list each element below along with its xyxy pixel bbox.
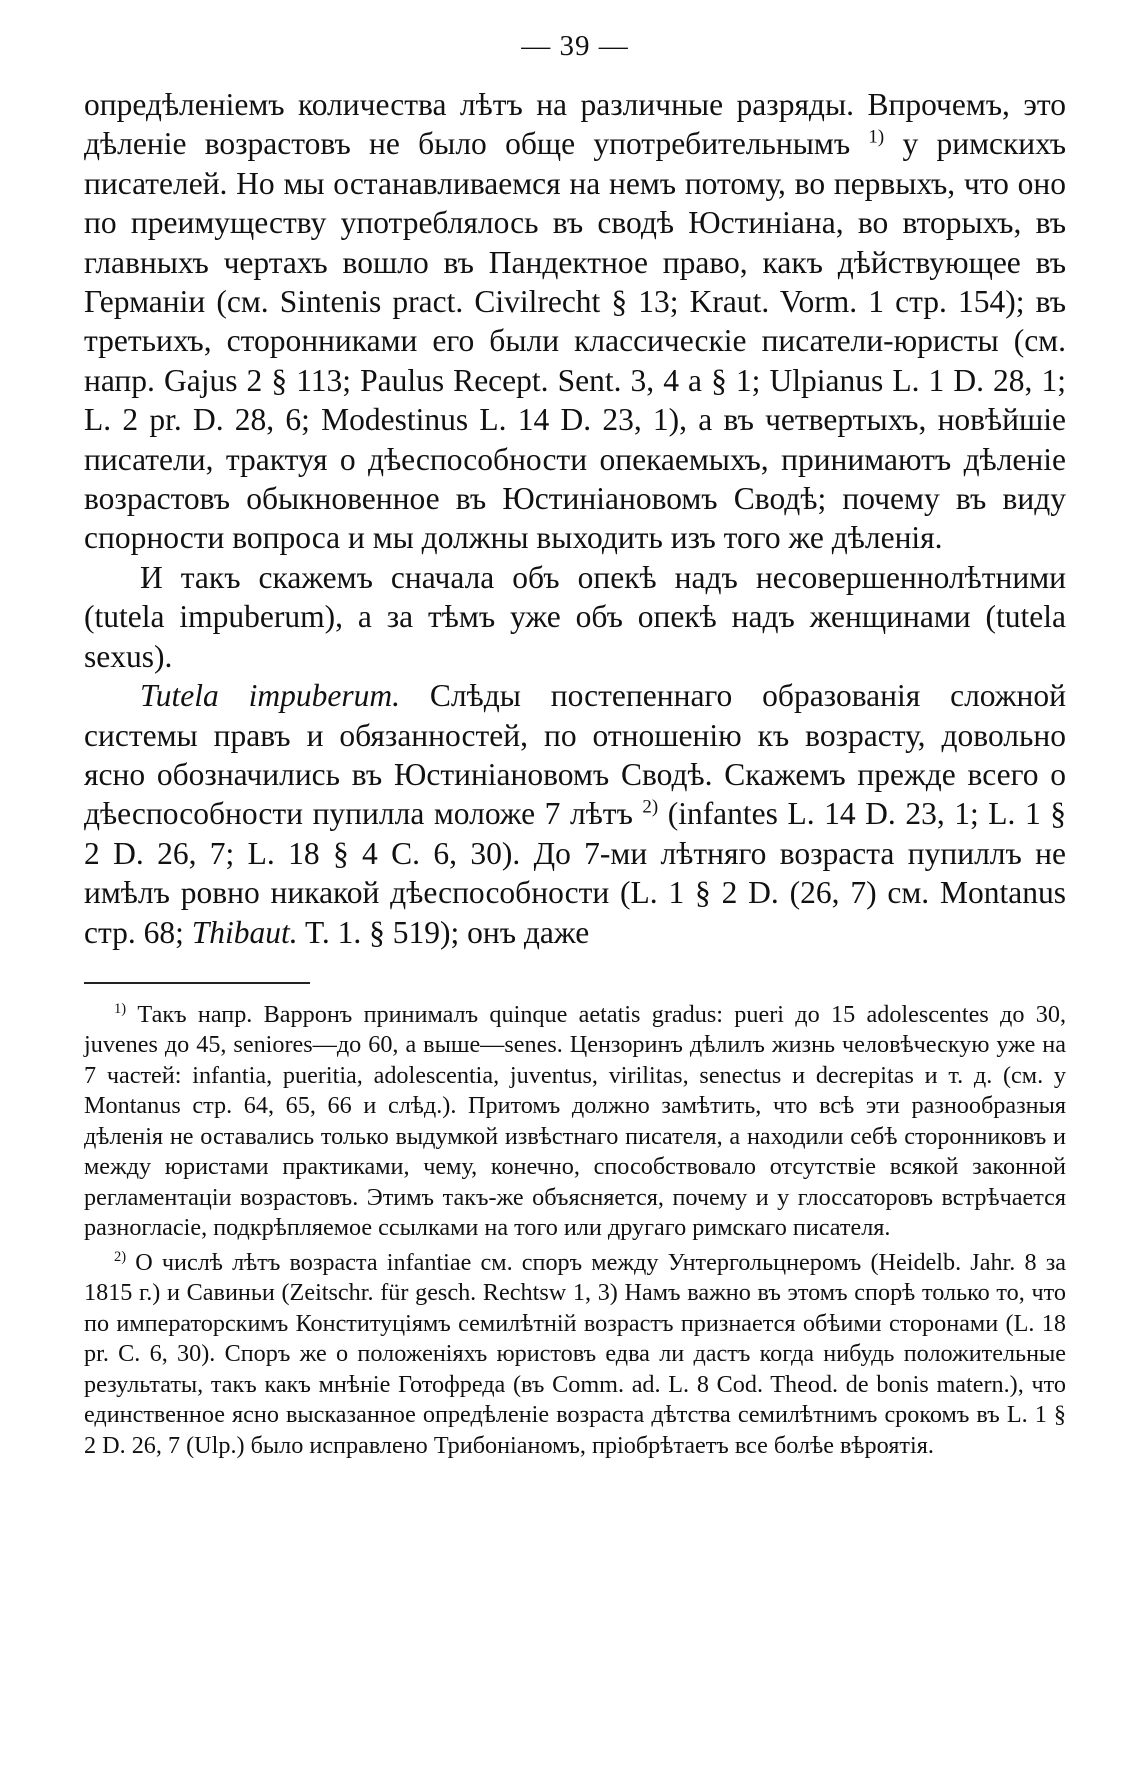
section-title-tutela-impuberum: Tutela impuberum.	[140, 678, 400, 714]
footnote-ref-2: 2)	[642, 796, 659, 818]
paragraph-3-text-b: (infantes L. 14 D. 23, 1; L. 1 § 2 D. 26, 7; L. 18 § 4 C. 6, 30). До 7-ми лѣтняго возраста пупиллъ не имѣлъ ровно никакой дѣеспособности (L. 1 § 2 D. (26, 7) см. Montanus стр. 68;	[84, 796, 1066, 950]
paragraph-3-text-c: T. 1. § 519); онъ даже	[304, 914, 590, 950]
footnote-1	[84, 1000, 1066, 1244]
footnote-1-marker: 1)	[114, 1000, 127, 1017]
footnote-divider	[84, 982, 310, 984]
paragraph-3-text-a: Слѣды постепеннаго образованія сложной системы правъ и обязанностей, по отношенію къ возрасту, довольно ясно обозначились въ Юстиніановомъ Сводѣ. Скажемъ прежде всего о дѣеспособности пупилла моложе 7 лѣтъ	[84, 678, 1066, 832]
main-text	[84, 85, 1066, 952]
paragraph-2: И такъ скажемъ сначала объ опекѣ надъ несовершеннолѣтними (tutela impuberum), а за тѣмъ уже объ опекѣ надъ женщинами (tutela sexus).	[84, 559, 1066, 674]
book-page	[84, 30, 1066, 1461]
paragraph-1-text-b: у римскихъ писателей. Но мы останавливаемся на немъ потому, во первыхъ, что оно по преимуществу употреблялось въ сводѣ Юстиніана, во вторыхъ, въ главныхъ чертахъ вошло въ Пандектное право, какъ дѣйствующее въ Германіи (см. Sintenis pract. Civilrecht § 13; Kraut. Vorm. 1 стр. 154); въ третьихъ, сторонниками его были классическіе писатели-юристы (см. напр. Gajus 2 § 113; Paulus Recept. Sent. 3, 4 a § 1; Ulpianus L. 1 D. 28, 1; L. 2 pr. D. 28, 6; Modestinus L. 14 D. 23, 1), а въ четвертыхъ, новѣйшіе писатели, трактуя о дѣеспособности опекаемыхъ, принимаютъ дѣленіе возрастовъ обыкновенное въ Юстиніановомъ Сводѣ; почему въ виду спорности вопроса и мы должны выходить изъ того же дѣленія.	[84, 126, 1067, 556]
page-number: — 39 —	[521, 30, 629, 62]
footnote-1-text: Такъ напр. Варронъ принималъ quinque aetatis gradus: pueri до 15 adolescentes до 30, juvenes до 45, seniores—до 60, а выше—senes. Цензоринъ дѣлилъ жизнь человѣческую уже на 7 частей: infantia, pueritia, adolescentia, juventus, virilitas, senectus и decrepitas и т. д. (см. у Montanus стр. 64, 65, 66 и слѣд.). Притомъ должно замѣтить, что всѣ эти разнообразныя дѣленія не оставались только выдумкой извѣстнаго писателя, а находили себѣ сторонниковъ и между юристами практиками, чему, конечно, способствовало отсутствіе всякой законной регламентаціи возрастовъ. Этимъ такъ-же объясняется, почему и у глоссаторовъ встрѣчается разногласіе, подкрѣпляемое ссылками на того или другаго римскаго писателя.	[84, 1000, 1067, 1242]
paragraph-1	[84, 85, 1066, 558]
footnote-2	[84, 1248, 1066, 1462]
footnote-2-marker: 2)	[114, 1248, 127, 1265]
footnote-ref-1: 1)	[868, 126, 885, 148]
footnotes	[84, 1000, 1066, 1462]
footnote-2-text: О числѣ лѣтъ возраста infantiae см. споръ между Унтергольцнеромъ (Heidelb. Jahr. 8 за 1815 г.) и Савиньи (Zeitschr. für gesch. Rechtsw 1, 3) Намъ важно въ этомъ спорѣ только то, что по императорскимъ Конституціямъ семилѣтній возрастъ признается обѣими сторонами (L. 18 pr. C. 6, 30). Споръ же о положеніяхъ юристовъ едва ли дастъ когда нибудь положительные результаты, такъ какъ мнѣніе Готофреда (въ Comm. ad. L. 8 Cod. Theod. de bonis matern.), что единственное ясно высказанное опредѣленіе возраста дѣтства семилѣтнимъ срокомъ въ L. 1 § 2 D. 26, 7 (Ulp.) было исправлено Трибоніаномъ, пріобрѣтаетъ все болѣе вѣроятія.	[84, 1248, 1067, 1459]
paragraph-3	[84, 676, 1066, 952]
author-thibaut: Thibaut.	[191, 914, 298, 950]
paragraph-1-text-a: опредѣленіемъ количества лѣтъ на различные разряды. Впрочемъ, это дѣленіе возрастовъ не было обще употребительнымъ	[84, 87, 1066, 162]
